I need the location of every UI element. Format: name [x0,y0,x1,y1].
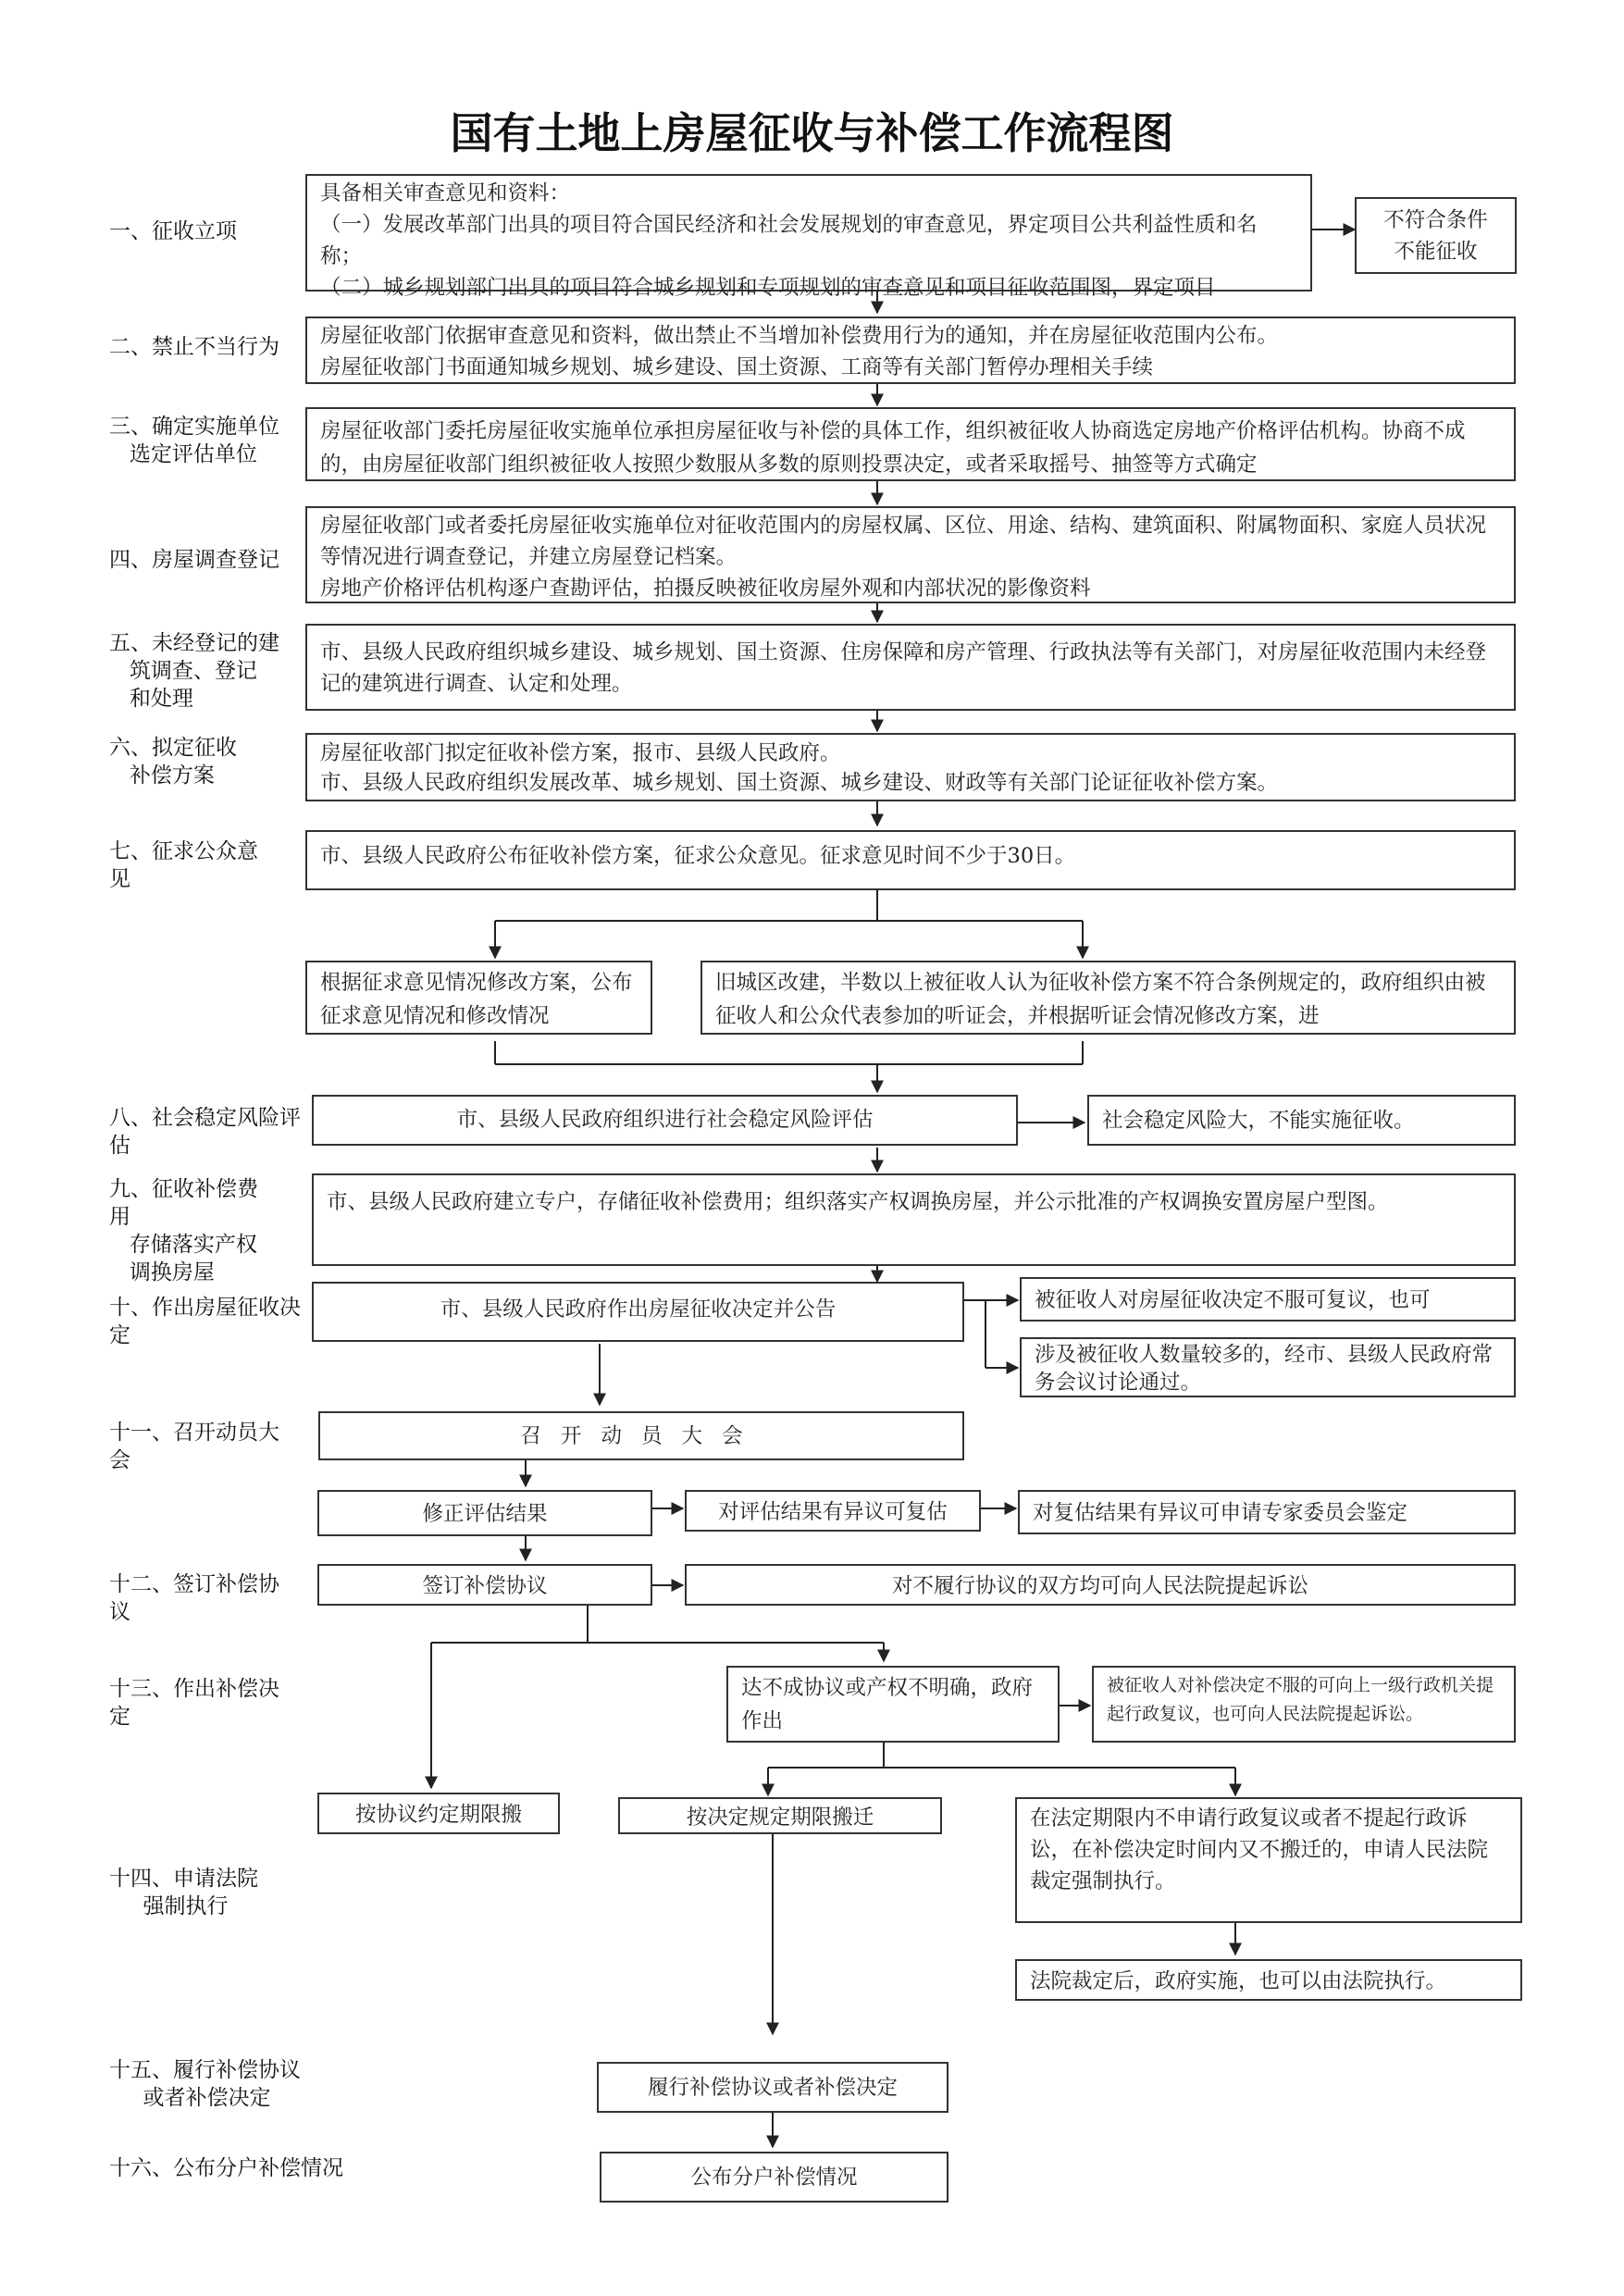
step-label-5: 五、未经登记的建 筑调查、登记 和处理 [109,631,279,711]
box-public-opinion: 市、县级人民政府公布征收补偿方案，征求公众意见。征求意见时间不少于30日。 [305,830,1516,890]
box-move-by-agreement: 按协议约定期限搬 [317,1793,560,1834]
step-label-9: 九、征收补偿费 用 存储落实产权 调换房屋 [109,1177,258,1285]
box-publish-compensation: 公布分户补偿情况 [600,2152,948,2203]
step-label-8: 八、社会稳定风险评 估 [109,1106,301,1158]
step-label-3: 三、确定实施单位 选定评估单位 [109,415,279,466]
step-label-16: 十六、公布分户补偿情况 [109,2156,343,2180]
box-project-approval: 具备相关审查意见和资料： （一）发展改革部门出具的项目符合国民经济和社会发展规划的审查意见，界定项目公共利益性质和名称； （二）城乡规划部门出具的项目符合城乡规划和专项规划的审查意见和项目征收范围图，界定项目 [305,174,1312,292]
box-implementing-unit: 房屋征收部门委托房屋征收实施单位承担房屋征收与补偿的具体工作，组织被征收人协商选定房地产价格评估机构。协商不成的，由房屋征收部门组织被征收人按照少数服从多数的原则投票决定，或者采取摇号、抽签等方式确定 [305,407,1516,481]
box-mobilization-meeting: 召开动员大会 [318,1411,964,1460]
box-court-ruling: 法院裁定后，政府实施，也可以由法院执行。 [1015,1959,1522,2001]
box-no-agreement: 达不成协议或产权不明确，政府作出 [726,1666,1060,1743]
box-court-enforcement: 在法定期限内不申请行政复议或者不提起行政诉讼，在补偿决定时间内又不搬迁的，申请人民法院裁定强制执行。 [1015,1797,1522,1923]
step-label-12: 十二、签订补偿协 议 [109,1572,279,1624]
box-house-survey: 房屋征收部门或者委托房屋征收实施单位对征收范围内的房屋权属、区位、用途、结构、建筑面积、附属物面积、家庭人员状况等情况进行调查登记，并建立房屋登记档案。 房地产价格评估机构逐户查勘评估，拍摄反映被征收房屋外观和内部状况的影像资料 [305,506,1516,603]
step-label-13: 十三、作出补偿决 定 [109,1677,279,1729]
step-label-2: 二、禁止不当行为 [109,335,279,359]
step-label-15: 十五、履行补偿协议 或者补偿决定 [109,2058,301,2110]
step-label-6: 六、拟定征收 补偿方案 [109,736,237,788]
box-expert-committee: 对复估结果有异议可申请专家委员会鉴定 [1018,1490,1516,1534]
box-high-risk: 社会稳定风险大，不能实施征收。 [1087,1095,1516,1146]
box-compensation-plan: 房屋征收部门拟定征收补偿方案，报市、县级人民政府。 市、县级人民政府组织发展改革、城乡规划、国土资源、城乡建设、财政等有关部门论证征收补偿方案。 [305,733,1516,801]
page-title: 国有土地上房屋征收与补偿工作流程图 [450,108,1174,158]
box-prohibit-improper: 房屋征收部门依据审查意见和资料，做出禁止不当增加补偿费用行为的通知，并在房屋征收范围内公布。 房屋征收部门书面通知城乡规划、城乡建设、国土资源、工商等有关部门暂停办理相关手续 [305,316,1516,384]
step-label-14: 十四、申请法院 强制执行 [109,1867,258,1918]
box-reconsideration: 被征收人对房屋征收决定不服可复议，也可 [1020,1277,1516,1322]
box-revise-plan: 根据征求意见情况修改方案，公布征求意见情况和修改情况 [305,961,652,1035]
box-sign-agreement: 签订补偿协议 [317,1564,652,1606]
box-unregistered-buildings: 市、县级人民政府组织城乡建设、城乡规划、国土资源、住房保障和房产管理、行政执法等有关部门，对房屋征收范围内未经登记的建筑进行调查、认定和处理。 [305,624,1516,711]
box-lawsuit: 对不履行协议的双方均可向人民法院提起诉讼 [685,1564,1516,1606]
box-risk-assessment: 市、县级人民政府组织进行社会稳定风险评估 [312,1095,1018,1146]
box-not-eligible: 不符合条件 不能征收 [1355,197,1517,274]
box-revise-assessment: 修正评估结果 [317,1490,652,1536]
box-move-by-decision: 按决定规定期限搬迁 [618,1797,942,1834]
step-label-11: 十一、召开动员大 会 [109,1421,279,1472]
step-label-10: 十、作出房屋征收决 定 [109,1296,301,1347]
step-label-7: 七、征求公众意 见 [109,839,258,891]
step-label-4: 四、房屋调查登记 [109,548,279,572]
box-perform-agreement: 履行补偿协议或者补偿决定 [597,2062,948,2113]
box-executive-meeting: 涉及被征收人数量较多的，经市、县级人民政府常务会议讨论通过。 [1020,1337,1516,1397]
step-label-1: 一、征收立项 [109,219,237,243]
box-compensation-funds: 市、县级人民政府建立专户，存储征收补偿费用；组织落实产权调换房屋，并公示批准的产权调换安置房屋户型图。 [312,1173,1516,1266]
box-expropriation-decision: 市、县级人民政府作出房屋征收决定并公告 [312,1282,964,1342]
box-compensation-appeal: 被征收人对补偿决定不服的可向上一级行政机关提起行政复议，也可向人民法院提起诉讼。 [1092,1666,1516,1743]
box-hearing: 旧城区改建，半数以上被征收人认为征收补偿方案不符合条例规定的，政府组织由被征收人和公众代表参加的听证会，并根据听证会情况修改方案，进 [700,961,1516,1035]
box-reassessment-objection: 对评估结果有异议可复估 [685,1490,981,1532]
